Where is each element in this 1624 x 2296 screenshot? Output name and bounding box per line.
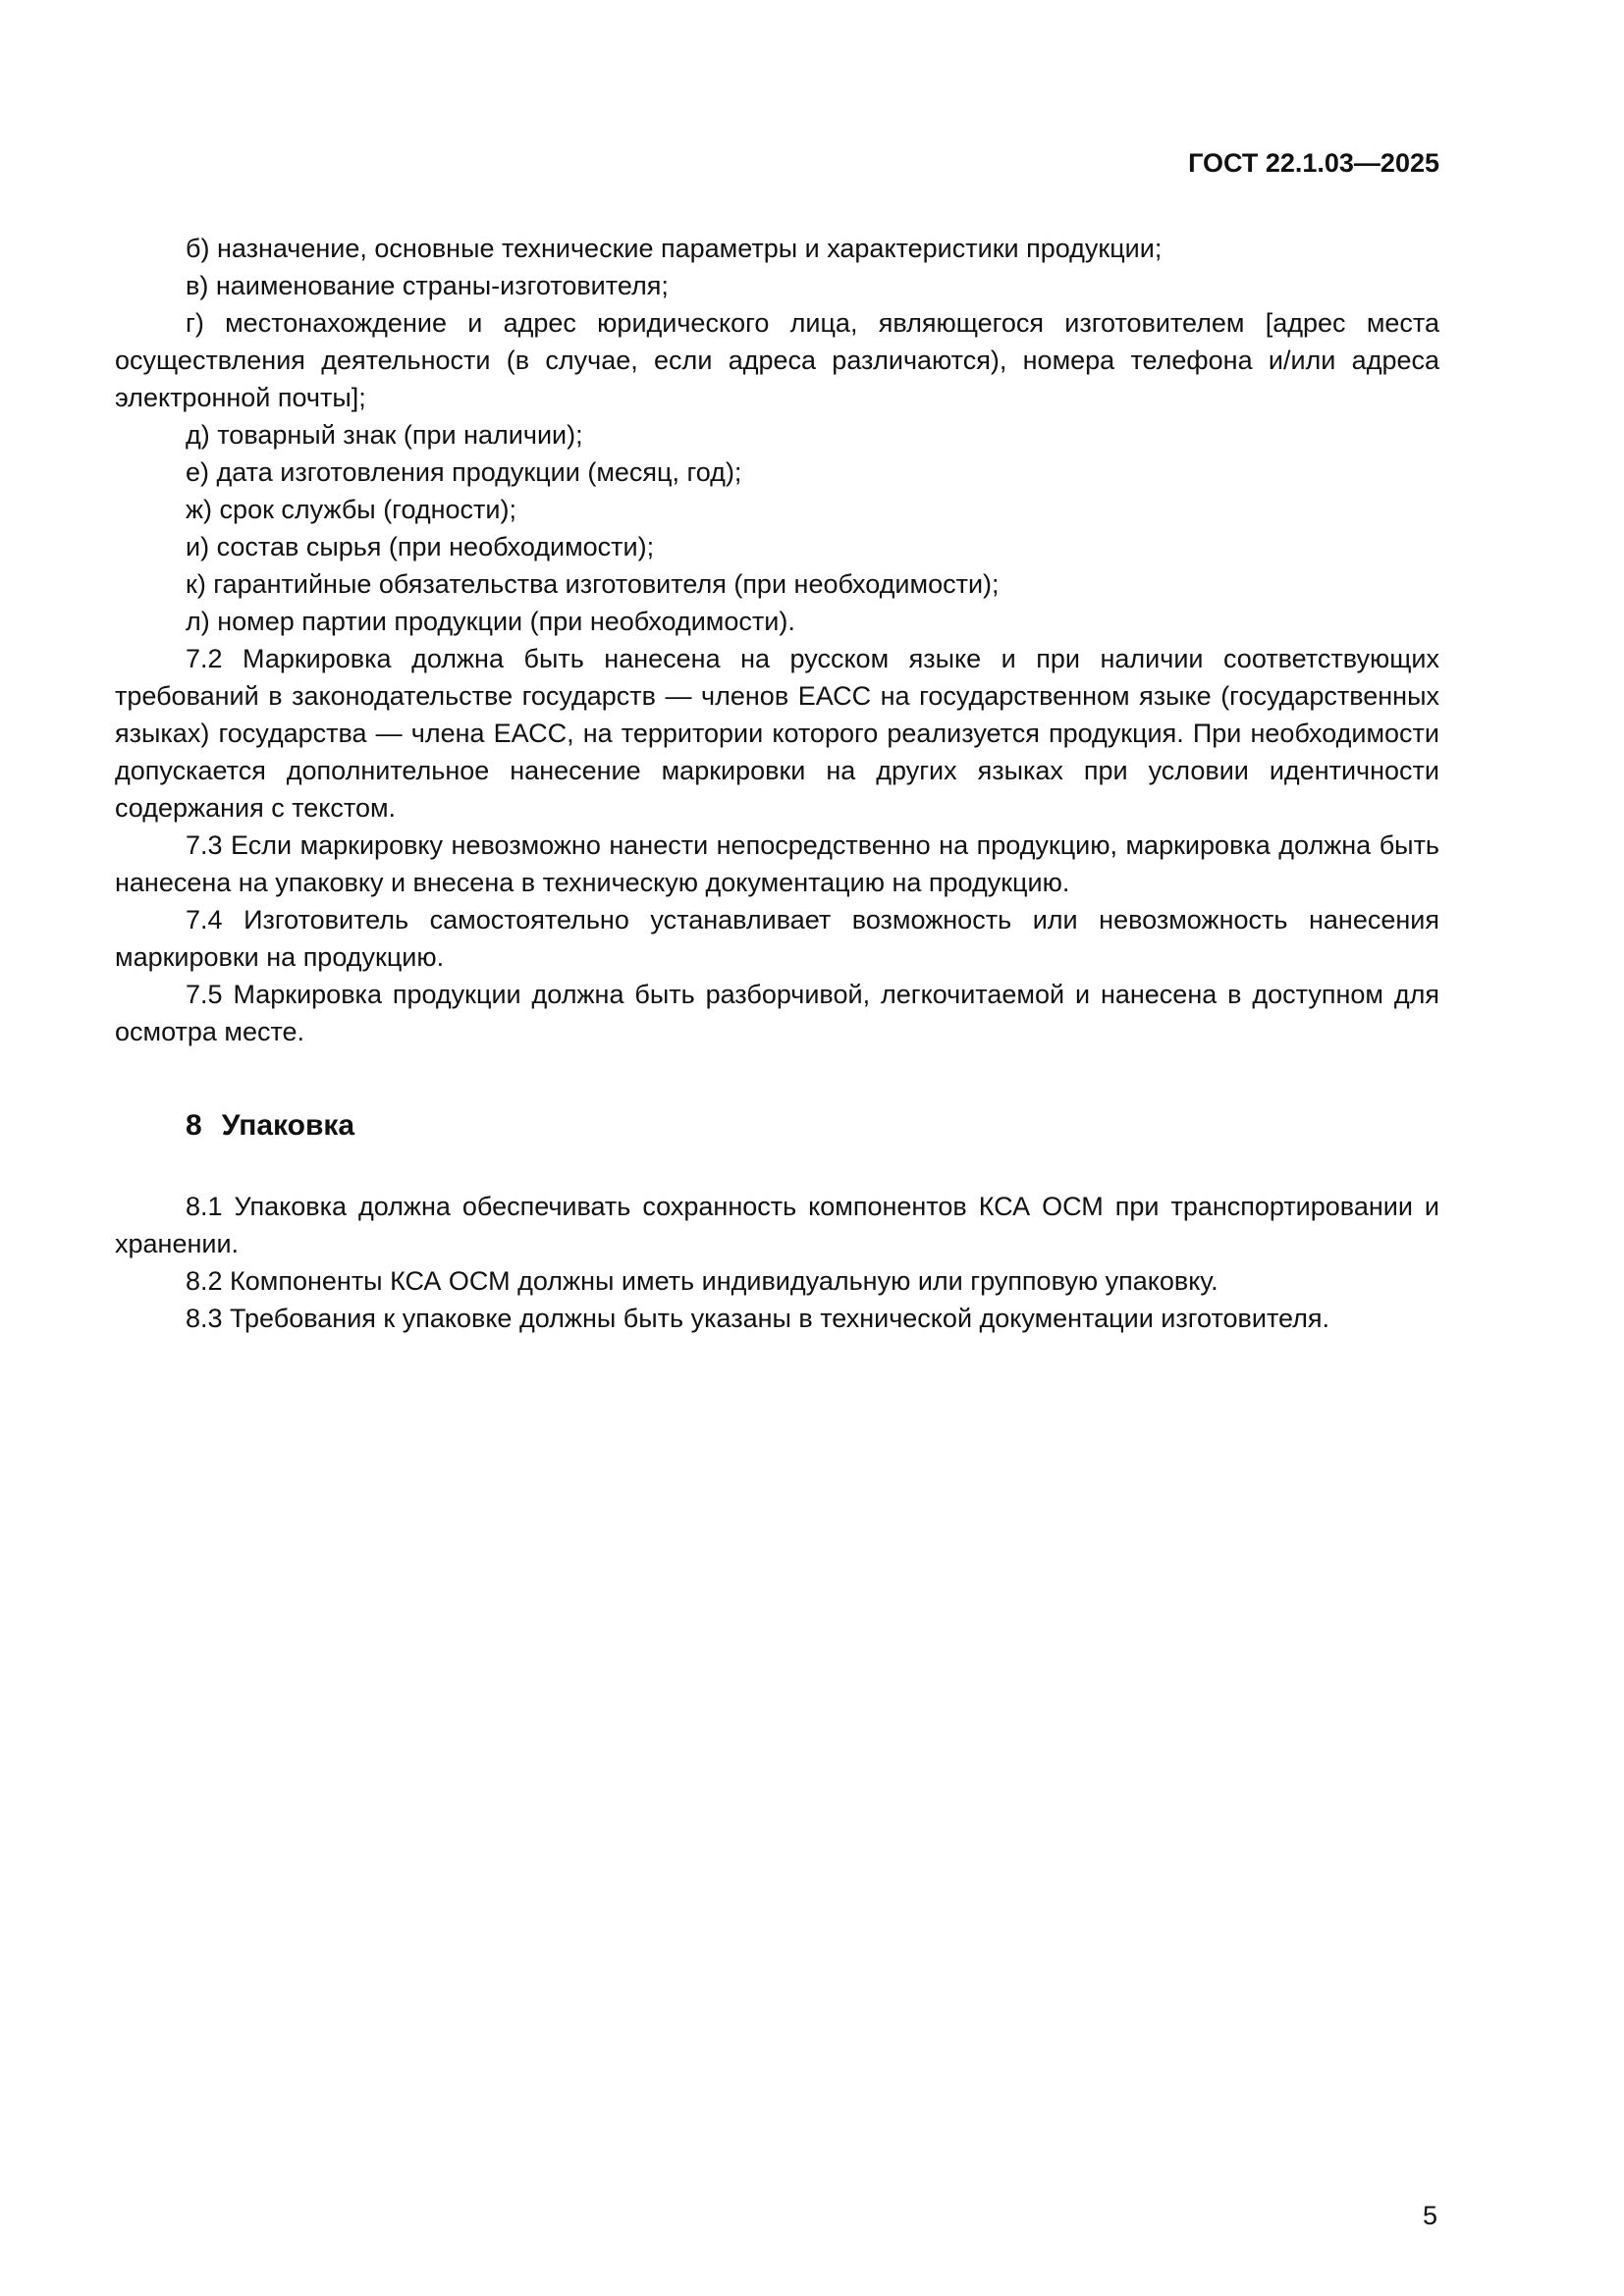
document-code: ГОСТ 22.1.03—2025 <box>1188 148 1439 178</box>
section-number: 8 <box>186 1109 202 1142</box>
paragraph: 7.3 Если маркировку невозможно нанести непосредственно на продукцию, маркировка должна быть нанесена на упаковку и внесена в техническую документацию на продукцию. <box>115 830 1439 897</box>
paragraph: 8.2 Компоненты КСА ОСМ должны иметь индивидуальную или групповую упаковку. <box>186 1266 1218 1296</box>
list-item: ж) срок службы (годности); <box>186 495 516 524</box>
list-item: е) дата изготовления продукции (месяц, год); <box>186 457 742 487</box>
section-title: Упаковка <box>221 1109 355 1142</box>
paragraph: 7.5 Маркировка продукции должна быть разборчивой, легкочитаемой и нанесена в доступном для осмотра месте. <box>115 980 1439 1046</box>
page-number: 5 <box>1422 2201 1437 2230</box>
running-header <box>115 147 1439 179</box>
paragraph: 7.4 Изготовитель самостоятельно устанавливает возможность или невозможность нанесения маркировки на продукцию. <box>115 905 1439 972</box>
list-item: г) местонахождение и адрес юридического лица, являющегося изготовителем [адрес места осуществления деятельности (в случае, если адреса различаются), номера телефона и/или адреса электронной почты]; <box>115 308 1439 412</box>
list-item: в) наименование страны-изготовителя; <box>186 271 669 300</box>
paragraph: 7.2 Маркировка должна быть нанесена на русском языке и при наличии соответствующих требований в законодательстве государств — членов ЕАСС на государственном языке (государственных языках) государства — члена ЕАСС, на территории которого реализуется продукция. При необходимости допускается дополнительное нанесение маркировки на других языках при условии идентичности содержания с текстом. <box>115 644 1439 823</box>
list-item: к) гарантийные обязательства изготовителя (при необходимости); <box>186 569 1000 599</box>
list-item: и) состав сырья (при необходимости); <box>186 532 655 561</box>
section-heading <box>115 1107 1439 1145</box>
paragraph: 8.1 Упаковка должна обеспечивать сохранность компонентов КСА ОСМ при транспортировании и хранении. <box>115 1192 1439 1258</box>
list-item: д) товарный знак (при наличии); <box>186 420 583 450</box>
list-item: б) назначение, основные технические параметры и характеристики продукции; <box>186 234 1163 263</box>
list-item: л) номер партии продукции (при необходимости). <box>186 607 795 636</box>
paragraph: 8.3 Требования к упаковке должны быть указаны в технической документации изготовителя. <box>186 1304 1330 1333</box>
document-body <box>115 230 1439 1337</box>
